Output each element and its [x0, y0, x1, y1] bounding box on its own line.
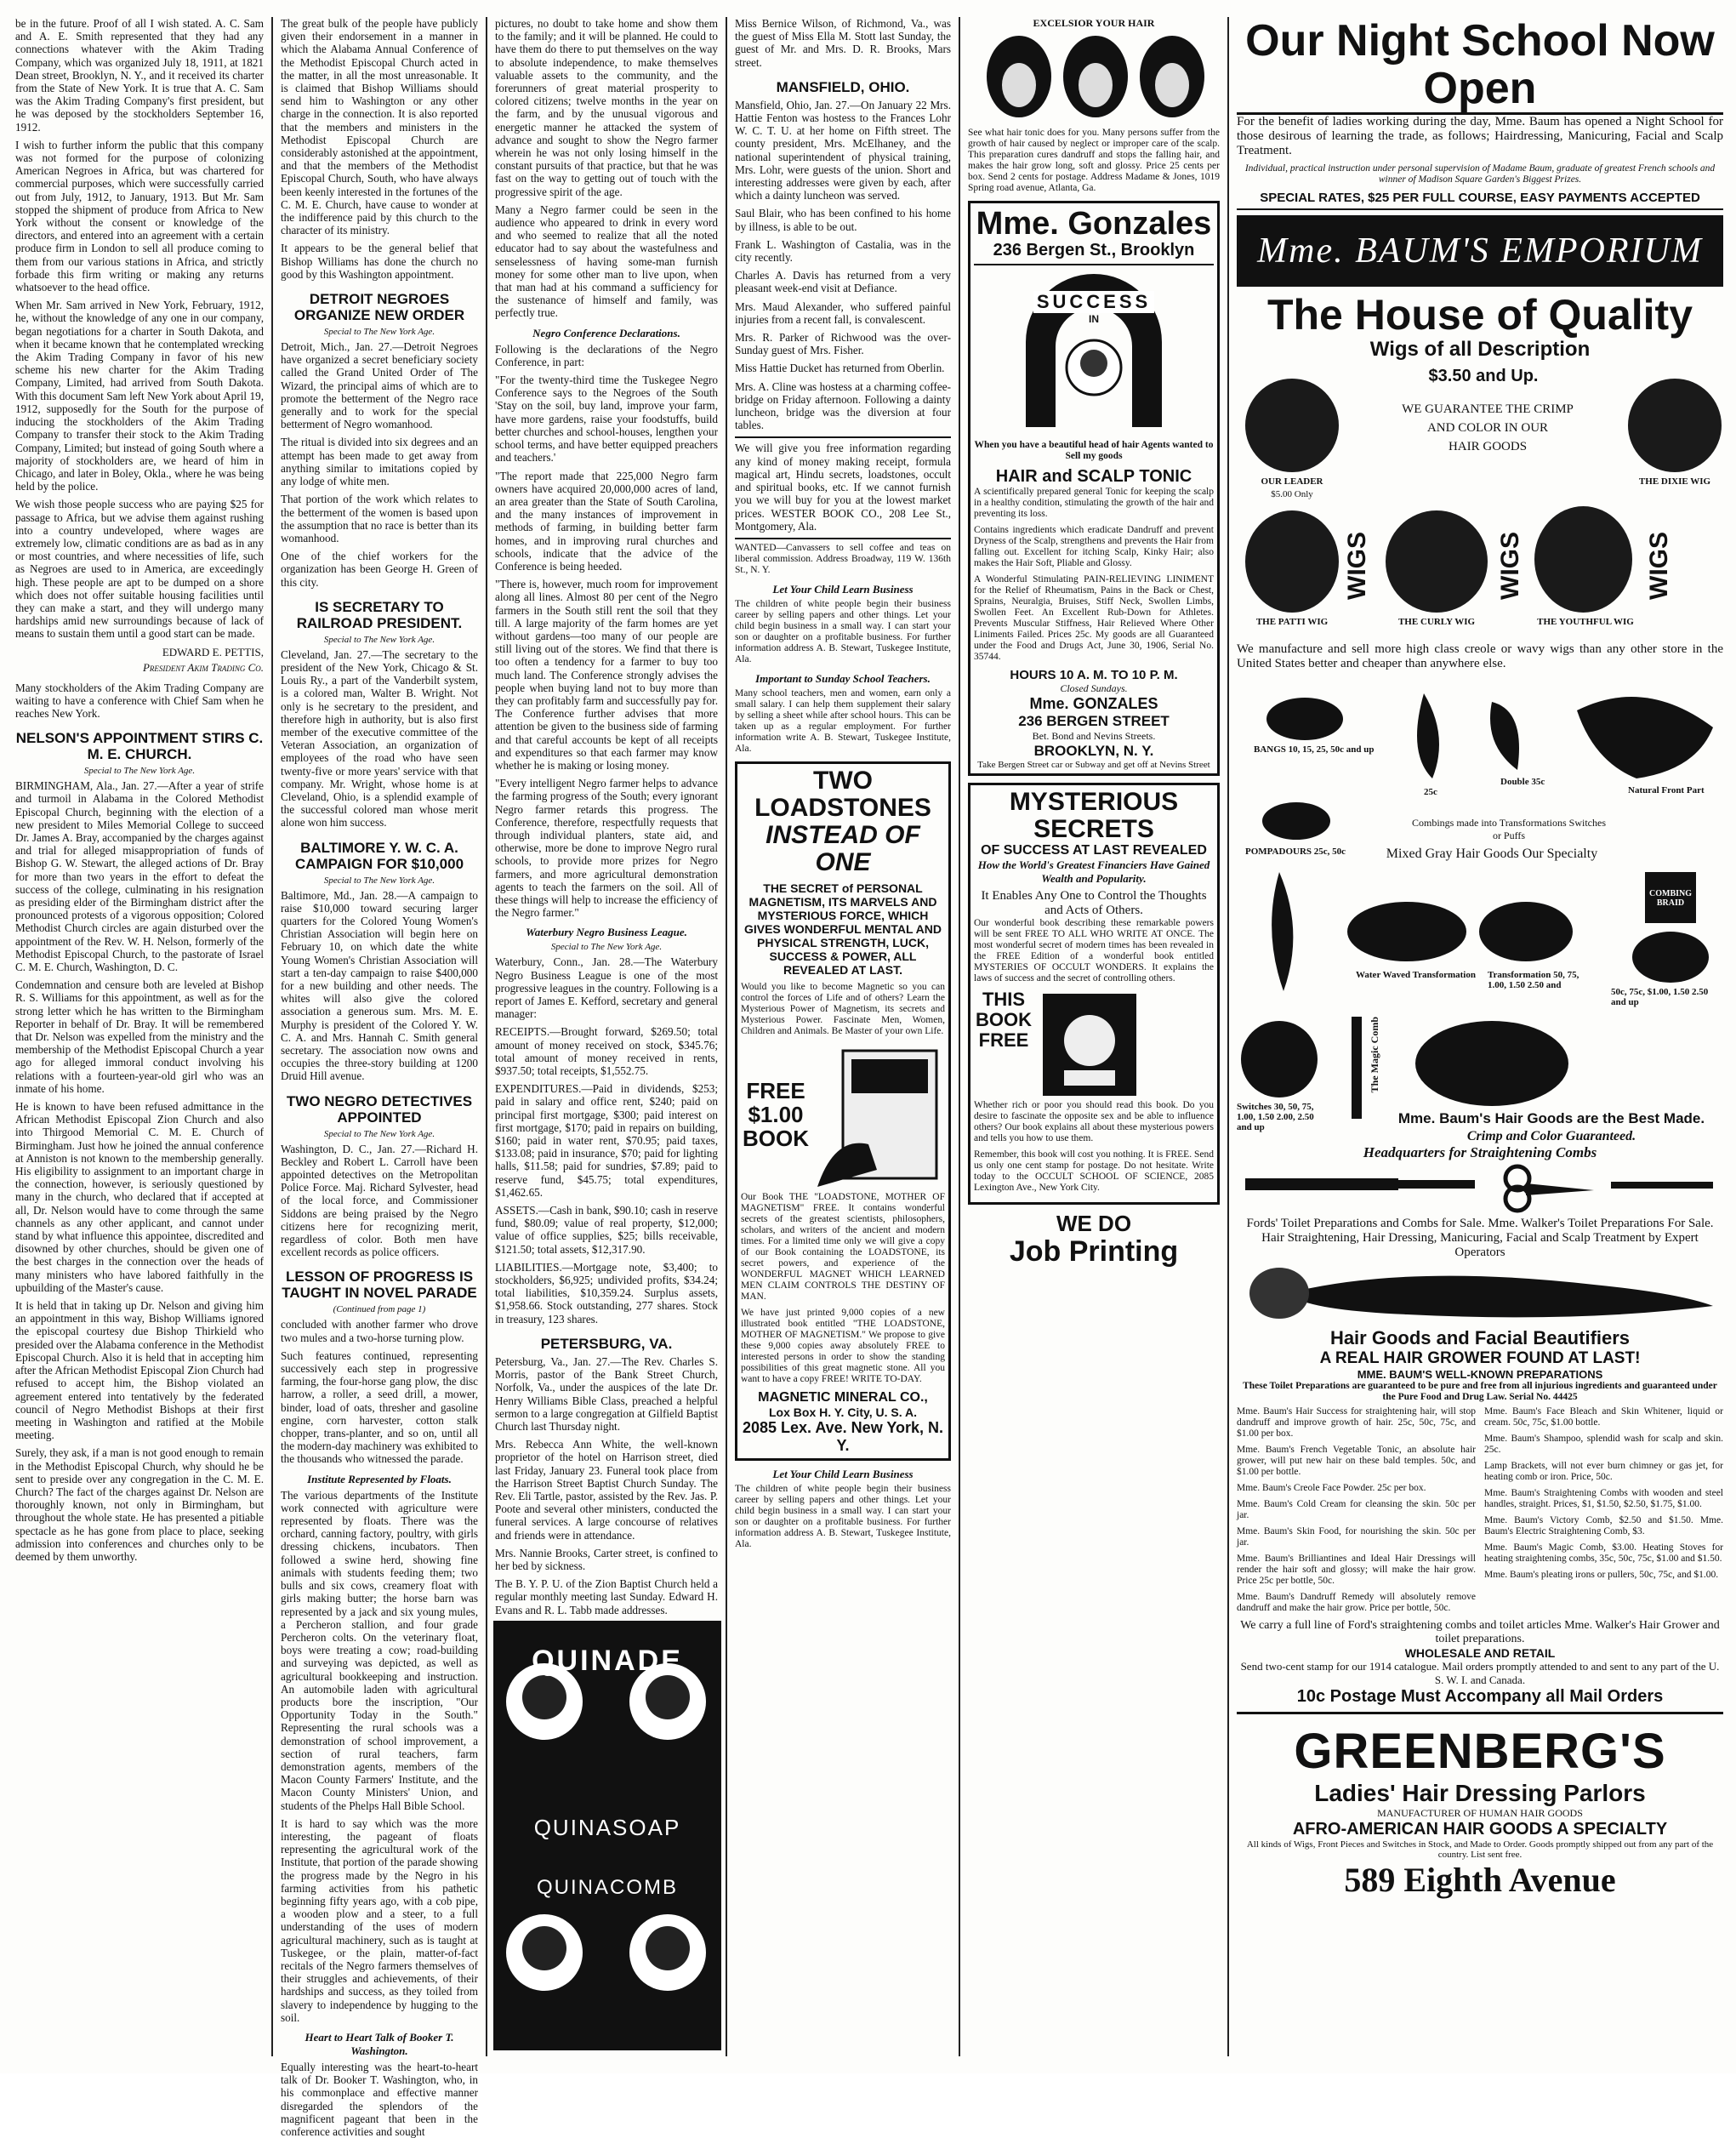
book-free-label: THIS BOOK FREE	[976, 989, 1032, 1051]
in-label: IN	[1089, 313, 1099, 325]
transformations-showcase	[1237, 864, 1723, 1144]
wig-caption: THE DIXIE WIG	[1638, 476, 1711, 487]
column-rule	[271, 17, 273, 2056]
wigs-subtitle: Wigs of all Description	[1369, 338, 1591, 361]
article-text: Cleveland, Jan. 27.—The secretary to the president of the New York, Chicago & St. Louis Ry., a part of the Vanderbilt system, is a colored man, Walter B. Wright. Not only is he secretary to the president, and therefore high in authority, but is also first member of the executive committee of the Veteran Association, an organization of employees of the road who have seen twenty-five or more years' service with that company. Mr. Wright, whose home is at Cleveland, Ohio, is a splendid example of the successful colored man whose merit alone won him success.	[281, 647, 478, 830]
article-text: One of the chief workers for the organization has been George H. Green of this city.	[281, 550, 478, 589]
rates-label: SPECIAL RATES, $25 PER FULL COURSE, EASY PAYMENTS ACCEPTED	[1237, 191, 1723, 210]
classified-ad: The children of white people begin their business career by selling papers and other things. Let your child begin business in a small way. I can start your son or daughter on a profitable business. For further information address A. B. Stewart, Tuskegee Institute, Ala.	[735, 1483, 951, 1549]
transformation-caption: Transformation 50, 75, 1.00, 1.50 2.50 and	[1488, 970, 1579, 990]
loadstone-address: 2085 Lex. Ave. New York, N. Y.	[742, 1418, 944, 1454]
dateline: Special to The New York Age.	[323, 327, 435, 338]
wig-icon	[1534, 506, 1632, 613]
article-text: Detroit, Mich., Jan. 27.—Detroit Negroes have organized a secret beneficiary society called the Grand United Order of The Wizard, the principal aims of which are to promote the betterment of the Negro race generally and to work for the special betterment of Negro womanhood.	[281, 340, 478, 431]
greenberg-subtitle: Ladies' Hair Dressing Parlors	[1314, 1780, 1646, 1806]
hair-portraits-illustration	[968, 30, 1220, 123]
article-text: Washington, D. C., Jan. 27.—Richard H. Beckley and Robert L. Carroll have been appointed detectives on the Metropolitan Police Force. Maj. Richard Sylvester, head of the local force, and Commissioner Siddons are being praised by the Negro citizens here for recognizing merit, regardless of color. Both men have excellent records as police officers.	[281, 1142, 478, 1259]
article-text: Such features continued, representing successively each step in progressive farming, the four-horse gang plow, the disc harrow, a roller, a seed drill, a mower, binder, load of oats, thresher and gasoline engine, corn harvester, cotton stalk chopper, trans-planter, and so on, until all the modern-day machinery was exhibited to the thousands who witnessed the parade.	[281, 1348, 478, 1466]
preparation-item: Mme. Baum's pleating irons or pullers, 50c, 75c, and $1.00.	[1484, 1570, 1719, 1580]
job-printing-label: Job Printing	[1009, 1235, 1179, 1268]
preparations-title: MME. BAUM'S WELL-KNOWN PREPARATIONS	[1357, 1368, 1603, 1381]
magic-comb-label: The Magic Comb	[1369, 1017, 1380, 1093]
preparation-item: Mme. Baum's Straightening Combs with wooden and steel handles, straight. Prices, $1, $1.50, $2.50, $1.75, $1.00.	[1484, 1488, 1723, 1509]
wig-caption: THE CURLY WIG	[1397, 617, 1476, 627]
article-text: I wish to further inform the public that this company was not formed for the purpose of colonizing American Negroes in Africa, but was chartered for commercial purposes, which were successfully carried out from July, 1912, to January, 1913. But Mr. Sam stopped the shipment of produce from Africa to New York without the consent or knowledge of the directors, and entered into an agreement with a certain produce firm in London to sell all produce coming to them from our various stations in Africa, and strictly forbade this firm writing or making any returns whatsoever to the head office.	[15, 138, 264, 294]
article-text: Surely, they ask, if a man is not good enough to remain in the Methodist Episcopal Church, why should he be sent to preside over any congregation in the C. M. E. Church? The fact of the charges against Dr. Nelson are thoroughly known, not only in Birmingham, but throughout the whole state. He has presented a pitiable spectacle as he has gone from place to place, seeking admission into conferences and churches only to be deemed by them unworthy.	[15, 1446, 264, 1563]
article-text: The various departments of the Institute work connected with agriculture were represented by floats. There was the orchard, canning factory, poultry, with girls dressing chickens, incubators. Then followed a swine herd, showing fine animals with students feeding them; two bulls and six cows, creamery float with girls making butter; the horse barn was represented by a jack and six young mules, a Percheron stallion, and four grade Percheron colts. On the veterinary float, boys were treating a cow; road-building and surveying was depicted, as well as agricultural bookkeeping and instruction. An automobile laden with agricultural products bore the inscription, "Our Opportunity Today in the South." Representing the rural schools was a demonstration of school improvement, a section of rural teachers, farm demonstration agents, members of the Macon County Farmers' Institute, and the Macon County Ministers' Union, and students of the Phelps Hall Bible School.	[281, 1488, 478, 1812]
article-text: Many a Negro farmer could be seen in the audience who appeared to drink in every word and who seemed to realize that all the noted educator had to say about the wastefulness and senselessness of having some-man furnish money for some other man to live upon, when that man had at his command a sufficiency for the sustenance of himself and family, was perfectly true.	[495, 202, 718, 320]
gonzales-between: Bet. Bond and Nevins Streets.	[1032, 730, 1156, 742]
column-2	[274, 17, 485, 2138]
article-text: Mrs. Maud Alexander, who suffered painful injuries from a recent fall, is convalescent.	[735, 299, 951, 326]
greenberg-specialty: AFRO-AMERICAN HAIR GOODS A SPECIALTY	[1292, 1820, 1668, 1839]
signature-title: President Akim Trading Co.	[142, 660, 264, 674]
preparation-item: Mme. Baum's Skin Food, for nourishing the skin. 50c per jar.	[1237, 1526, 1476, 1548]
gonzales-name: Mme. GONZALES	[1029, 695, 1158, 712]
face-icon	[522, 1675, 566, 1719]
column-5	[961, 17, 1227, 2056]
preparation-item: Mme. Baum's Hair Success for straightening hair, will stop dandruff and improve growth of hair. 25c, 50c, 75c, and $1.00 per box.	[1237, 1406, 1476, 1439]
article-text: Miss Bernice Wilson, of Richmond, Va., was the guest of Miss Ella M. Stott last Sunday, the guest of Mr. and Mrs. D. R. Brooks, Mars street.	[735, 17, 951, 69]
ad-text: Our wonderful book describing these remarkable powers will be sent FREE TO ALL WHO WRITE AT ONCE. The most wonderful secret of modern times has been revealed in the FREE Edition of a wonderful book entitled MYSTERIES OF OCCULT WONDERS. It explains the laws of success and the secret of controlling others.	[974, 918, 1214, 983]
success-label: SUCCESS	[1033, 291, 1154, 313]
ad-text: We manufacture and sell more high class creole or wavy wigs than any other store in the United States better and cheaper than anywhere else.	[1237, 642, 1723, 670]
gonzales-street: 236 BERGEN STREET	[1018, 713, 1170, 729]
fords-text: Fords' Toilet Preparations and Combs for Sale. Mme. Walker's Toilet Preparations For Sale.	[1246, 1217, 1714, 1230]
gonzales-ad	[968, 201, 1220, 776]
wig-icon	[1386, 510, 1488, 613]
headline-parade: LESSON OF PROGRESS IS TAUGHT IN NOVEL PARADE	[282, 1269, 477, 1302]
free-book-row	[741, 1042, 945, 1187]
wig-icon	[1628, 379, 1722, 472]
dateline: Special to The New York Age.	[323, 634, 435, 645]
article-text: Mrs. R. Parker of Richwood was the over-Sunday guest of Mrs. Fisher.	[735, 331, 951, 357]
article-text: concluded with another farmer who drove two mules and a two-horse turning plow.	[281, 1318, 478, 1344]
column-4	[728, 17, 958, 2056]
preparations-right	[1484, 1406, 1723, 1619]
article-text: "The report made that 225,000 Negro farm owners have acquired 20,000,000 acres of land, an area greater than the State of South Carolina, and the many instances of improvement in methods of farming, in building better farm homes, and in improving rural churches and schools, indicate that the advice of the Conference is being heeded.	[495, 469, 718, 573]
straightening-text: Hair Straightening, Hair Dressing, Manicuring, Facial and Scalp Treatment by Expert Operators	[1261, 1231, 1699, 1259]
guarantee-line: WE GUARANTEE THE CRIMP	[1402, 402, 1574, 416]
guarantee-line: HAIR GOODS	[1448, 440, 1528, 453]
mysterious-secrets-ad	[968, 783, 1220, 1205]
wigs-showcase	[1237, 362, 1723, 642]
prices-caption: 50c, 75c, $1.00, 1.50 2.50 and up	[1611, 987, 1709, 1007]
article-text: Petersburg, Va., Jan. 27.—The Rev. Charles S. Morris, pastor of the Bank Street Church, Norfolk, Va., under the auspices of the late Dr. Henry Williams Bible Class, preached a helpful sermon to a large congregation at Gilfield Baptist Church last Thursday night.	[495, 1354, 718, 1433]
natural-caption: Natural Front Part	[1628, 785, 1705, 795]
quinasoap-label: QUINASOAP	[533, 1815, 681, 1840]
wig-price: $5.00 Only	[1271, 489, 1313, 499]
bangs-caption: BANGS 10, 15, 25, 50c and up	[1254, 744, 1375, 755]
wigs-vertical-label: WIGS	[1645, 532, 1673, 600]
loadstone-tagline: THE SECRET of PERSONAL MAGNETISM, ITS MARVELS AND MYSTERIOUS FORCE, WHICH GIVES WONDERFUL MENTAL AND PHYSICAL STRENGTH, LUCK, SUCCESS & POWER, ALL REVEALED AT LAST.	[743, 881, 942, 977]
loadstone-address: Lox Box H. Y. City, U. S. A.	[769, 1405, 917, 1419]
night-school-title: Our Night School Now Open	[1237, 17, 1723, 115]
preparation-item: Mme. Baum's Brilliantines and Ideal Hair Dressings will render the hair soft and glossy; will make the hair grow. Price 25c per bottle, 50c.	[1237, 1554, 1476, 1586]
ad-text: For the benefit of ladies working during the day, Mme. Baum has opened a Night School for those desirous of learning the trade, as follows; Hairdressing, Manicuring, Facial and Scalp Treatment.	[1237, 115, 1723, 157]
ad-heading: EXCELSIOR YOUR HAIR	[1033, 17, 1155, 29]
dateline: Special to The New York Age.	[550, 942, 663, 953]
article-text: Mrs. Rebecca Ann White, the well-known proprietor of the hotel on Harrison street, died last Friday, January 23. Funeral took place from the Harrison Street Baptist Church Sunday. The Rev. Eli Tartle, pastor, assisted by the Rev. Jas. P. Poote and several other ministers, conducted the funeral services. A large concourse of relatives and friends were in attendance.	[495, 1438, 718, 1542]
gray-specialty: Mixed Gray Hair Goods Our Specialty	[1386, 847, 1598, 861]
loadstone-copy: Would you like to become Magnetic so you can control the forces of Life and of others? Learn the Mysterious Power of Magnetism, its secrets and Mysterious Power. Fascinate Men, Women, Children and Animals. Be Master of your own Life.	[741, 981, 945, 1036]
double-caption: Double 35c	[1500, 777, 1545, 787]
wig-caption: THE PATTI WIG	[1255, 617, 1329, 627]
ad-heading: Let Your Child Learn Business	[772, 1467, 914, 1480]
article-text: The great bulk of the people have publicly given their endorsement in a manner in which the Alabama Annual Conference of the Methodist Episcopal Church acted in the matter, in all the most unreasonable. It is claimed that Bishop Williams should send him to Washington or any other charge in the connection. It is also reported that the members and ministers in the Methodist Episcopal Church are considerably astonished at the appointment, and that the members of the Methodist Episcopal Church, South, who have always been keenly interested in the fortunes of the C. M. E. Church, have cause to wonder at the indifference paid by this church to the character of its ministry.	[281, 17, 478, 237]
article-text: "There is, however, much room for improvement along all lines. Almost 80 per cent of the Negro farmers in the South still rent the soil that they till. A large majority of the farm homes are yet without gardens—too many of our people are still living out of the stores. We find that there is too often a tendency for a farmer to buy too much land. The Conference strongly advises the people when buying land not to buy more than they can profitably farm and successfully pay for. The Conference further advises that more attention be given to the business side of farming and that careful accounts be kept of all receipts and expenditures so that each farmer may know whether he is making or losing money.	[495, 578, 718, 772]
article-text: It appears to be the general belief that Bishop Williams has done the church no good by this Washington appointment.	[281, 242, 478, 281]
myst-tagline: How the World's Greatest Financiers Have Gained Wealth and Popularity.	[977, 858, 1210, 885]
ad-text: A scientifically prepared general Tonic for keeping the scalp in a healthy condition, stimulating the growth of the hair and preventing its loss.	[974, 487, 1214, 519]
article-text: Baltimore, Md., Jan. 28.—A campaign to raise $10,000 toward securing larger quarters for the Colored Young Women's Christian Association will begin here on February 10, on which date the white Young Women's Christian Association will start a ten-day campaign to raise $400,000 for a new building and other needs. The whites will also give the colored association a generous sum. Mrs. M. E. Murphy is president of the Colored Y. W. C. A. and Mrs. Hannah C. Smith general secretary. The association now owns and occupies the three-story building at 1200 Druid Hill avenue.	[281, 888, 478, 1083]
headline-baltimore: BALTIMORE Y. W. C. A. CAMPAIGN FOR $10,000	[294, 839, 464, 872]
ad-heading: Important to Sunday School Teachers.	[755, 671, 931, 685]
gonzales-address: 236 Bergen St., Brooklyn	[974, 241, 1214, 265]
loadstone-copy: Our Book THE "LOADSTONE, MOTHER OF MAGNETISM" FREE. It contains wonderful secrets of the greatest scientists, philosophers, scholars, and writers of the ancient and modern times. For a limited time only we will give a copy of our Book containing the LOADSTONE, its secret powers, and experience of the WONDERFUL MAGNET WHICH LEARNED MEN CLAIM CONTROLS THE DESTINY OF MAN.	[741, 1191, 945, 1302]
article-text: When Mr. Sam arrived in New York, February, 1912, he, without the knowledge of any one in our company, began negotiations for a charter in South Dakota, and when it became known that he contemplated wrecking the Akim Trading Company in favor of his new scheme his new charter for the Akim Trading Company, Limited, had arrived from South Dakota. With this document Sam left New York about April 19, 1912, supposedly for the South for the purpose of inducing the stockholders of the Akim Trading Company to transfer their stock to the Akim Trading Company, Limited; but instead of going South where a majority of stockholders are, we heard of him in Chicago, and later in Boley, Okla., where he was being held by the police.	[15, 299, 264, 493]
greenberg-address: 589 Eighth Avenue	[1344, 1861, 1616, 1899]
subheading: Institute Represented by Floats.	[307, 1472, 452, 1485]
article-text: It is hard to say which was the more interesting, the pageant of floats representing the agricultural work of the Institute, that portion of the parade showing the progress made by the Negro in his farming activities from his pathetic beginning fifty years ago, with a cob pipe, a wooden plow and a steer, to a full understanding of the uses of modern agricultural machinery, such as is taught at Tuskegee, or the plain, matter-of-fact recitals of the Negro farmers themselves of their struggles and achievements, of their hardships and success, as they toiled from slavery to independence by hugging to the soil.	[281, 1816, 478, 2024]
face-icon	[646, 1926, 690, 1970]
facial-beautifiers-title: Hair Goods and Facial Beautifiers	[1329, 1327, 1631, 1348]
preparation-item: Mme. Baum's Shampoo, splendid wash for scalp and skin. 25c.	[1484, 1434, 1723, 1455]
article-text: pictures, no doubt to take home and show them to the family; and it will be planned. He could to have them do there to put themselves on the way to absolute independence, to make themselves valuable assets to the community, and the forerunners of great material prosperity to colored citizens; twelve months in the year on the farm, and by the unusual vigorous and energetic manner he attacked the system of advance and sought to show the Negro farmer wherein he was not only losing himself in the constant pursuits of that practice, but that he was fast on the way to getting out of touch with the progressive spirit of the age.	[495, 17, 718, 198]
ad-text: Individual, practical instruction under personal supervision of Madame Baum, graduate of greatest French schools and winner of Madison Square Garden's Biggest Prizes.	[1244, 163, 1716, 185]
wig-icon	[1245, 510, 1339, 613]
preparation-item: Lamp Brackets, will not ever burn chimney or gas jet, for heating comb or iron. Price, 50c.	[1484, 1461, 1723, 1482]
house-of-quality-title: The House of Quality	[1266, 291, 1693, 339]
article-text: It is held that in taking up Dr. Nelson and giving him an appointment in this way, Bishop Williams ignored the episcopal courtesy due Bishop Thirkield who presided over the Alabama conference in the Methodist Episcopal Church. Also it is held that in accepting him after the African Methodist Episcopal Zion Church had refused to accept him, the Bishop violated an agreement entered into tentatively by the federated council of Negro Methodist Bishops at their first meeting in Washington and ratified at the Mobile meeting.	[15, 1299, 264, 1442]
loadstone-address: MAGNETIC MINERAL CO.,	[758, 1389, 928, 1405]
article-text: He is known to have been refused admittance in the African Methodist Episcopal Zion Church and also into Thirgood Memorial C. M. E. Church of Birmingham. Just how he joined the annual conference at Anniston is not known to the membership generally. His eligibility to assignment to an important charge in the connection, however, is seriously questioned by many in the church, who declared that if accepted at all, Dr. Nelson would have to come through the same channels as any other applicant, and cannot under stand by what influence this appointee, discredited and disowned by other churches, should be given one of the best charges in the connection over the heads of many ministers who have labored faithfully in the upbuilding of the Master's cause.	[15, 1100, 264, 1294]
headline-detectives: TWO NEGRO DETECTIVES APPOINTED	[286, 1092, 473, 1126]
ad-text: A Wonderful Stimulating PAIN-RELIEVING LINIMENT for the Relief of Rheumatism, Pains in the Back or Chest, Sprains, Neuralgia, Bruises, Stiff Neck, Swollen Limbs, Swollen Feet. An Excellent Rub-Down for Athletes. Prevents Muscular Stiffness, Hair Relieved Where Other Liniments Failed. Prices 25c. My goods are all Guaranteed under the Food and Drugs Act, June 30, 1906, Serial No. 35744.	[974, 574, 1214, 662]
braid-caption: COMBING BRAID	[1649, 889, 1692, 908]
greenberg-stock-note: All kinds of Wigs, Front Pieces and Switches in Stock, and Made to Order. Goods promptly shipped out from any part of the country. List sent free.	[1246, 1839, 1714, 1860]
article-text: Equally interesting was the heart-to-heart talk of Dr. Booker T. Washington, who, in his commonplace and effective manner disregarded the splendors of the magnificent pageant that been in the conference activities and sought	[281, 2061, 478, 2138]
quinade-ad	[493, 1621, 721, 2050]
article-text: That portion of the work which relates to the betterment of the women is based upon the assumption that no race is better than its womanhood.	[281, 493, 478, 544]
classified-ad: Many school teachers, men and women, earn only a small salary. I can help them supplement their salary by selling a sheet while after school hours. This can be taken up as a regular employment. For further information write A. B. Stewart, Tuskegee Institute, Ala.	[735, 687, 951, 754]
article-text: "Every intelligent Negro farmer helps to advance the farming progress of the South; every ignorant Negro farmer retards this progress. The Conference, therefore, respectfully requests that through individual planters, state aid, and otherwise, more be done to improve Negro rural schools, to provide more prizes for Negro farmers, and more agricultural demonstration agents to teach the farmers on the soil. All of these things will help to increase the efficiency of the Negro farmer."	[495, 777, 718, 920]
myst-title: MYSTERIOUS SECRETS	[1009, 788, 1179, 843]
best-made-label: Mme. Baum's Hair Goods are the Best Made.	[1397, 1110, 1705, 1126]
crimp-guaranteed-label: Crimp and Color Guaranteed.	[1466, 1129, 1636, 1143]
price-caption: 25c	[1424, 787, 1437, 797]
hair-grower-illustration	[1237, 1263, 1722, 1323]
classified-ad: We will give you free information regarding any kind of money making receipt, formula magical art, Hindu secrets, loadstones, occult and spiritual books, etc. If we cannot furnish you we will buy for you at the lowest market prices. WESTER BOOK CO., 208 Lee St., Montgomery, Ala.	[735, 436, 951, 532]
gonzales-directions: Take Bergen Street car or Subway and get off at Nevins Street	[977, 760, 1210, 770]
preparation-item: Mme. Baum's Cold Cream for cleansing the skin. 50c per jar.	[1237, 1499, 1476, 1520]
postage-label: 10c Postage Must Accompany all Mail Orders	[1237, 1687, 1723, 1714]
headline-waterbury: Waterbury Negro Business League.	[526, 926, 687, 939]
gonzales-title: Mme. Gonzales	[976, 206, 1212, 242]
wigs-vertical-label: WIGS	[1496, 532, 1524, 600]
quinade-title: QUINADE	[532, 1645, 683, 1677]
combings-caption: Combings made into Transformations Switches or Puffs	[1412, 817, 1606, 841]
column-1	[9, 17, 270, 2056]
preparation-item: Mme. Baum's Magic Comb, $3.00. Heating Stoves for heating straightening combs, 35c, 50c, 75c, $1.00 and $1.50.	[1484, 1542, 1723, 1564]
article-text: LIABILITIES.—Mortgage note, $3,400; to stockholders, $6,925; undivided profits, $34.24; total liabilities, $10,359.24. Surplus assets, $1,958.66. Stock outstanding, 277 shares. Stock in treasury, 123 shares.	[495, 1260, 718, 1326]
column-rule	[486, 17, 487, 2056]
quinacomb-label: QUINACOMB	[536, 1876, 678, 1899]
subheading: Negro Conference Declarations.	[532, 326, 680, 339]
we-do-label: WE DO	[1056, 1211, 1132, 1236]
subheading: Heart to Heart Talk of Booker T. Washington.	[305, 2031, 454, 2057]
face-icon	[522, 1926, 566, 1970]
article-text: Waterbury, Conn., Jan. 28.—The Waterbury Negro Business League is one of the most progressive leagues in the country. Following is a report of James E. Kefford, secretary and general manager:	[495, 955, 718, 1021]
article-text: Many stockholders of the Akim Trading Company are waiting to have a conference with Chief Sam when he reaches New York.	[15, 681, 264, 720]
preparation-item: Mme. Baum's Face Bleach and Skin Whitener, liquid or cream. 50c, 75c, $1.00 bottle.	[1484, 1406, 1723, 1428]
article-text: The B. Y. P. U. of the Zion Baptist Church held a regular monthly meeting last Sunday. Edward H. Evans and R. L. Tabb made addresses.	[495, 1577, 718, 1616]
face-icon	[646, 1675, 690, 1719]
classified-ad: The children of white people begin their business career by selling papers and other things. Let your child begin business in a small way. I can start your son or daughter on a profitable business. For further information address A. B. Stewart, Tuskegee Institute, Ala.	[735, 598, 951, 664]
occult-book-icon	[1039, 989, 1141, 1100]
preparations-left	[1237, 1406, 1476, 1619]
column-rule	[1227, 17, 1229, 2056]
wig-icon	[1245, 379, 1339, 472]
full-line-text: We carry a full line of Ford's straightening combs and toilet articles Mme. Walker's Hair Grower and toilet preparations.	[1240, 1619, 1720, 1645]
preparation-item: Mme. Baum's French Vegetable Tonic, an absolute hair grower, will put new hair on these bald temples. 50c, and $1.00 per bottle.	[1237, 1445, 1476, 1477]
classified-ad: WANTED—Canvassers to sell coffee and teas on liberal commission. Address Broadway, 119 W. 136th St., N. Y.	[735, 538, 951, 576]
wigs-vertical-label: WIGS	[1343, 532, 1371, 600]
ad-text: Contains ingredients which eradicate Dandruff and prevent Dryness of the Scalp, strengthens and prevents the Hair from falling out. Excellent for itching Scalp, Kinky Hair; also makes the Hair Soft, Pliable and Glossy.	[974, 525, 1214, 568]
article-text: BIRMINGHAM, Ala., Jan. 27.—After a year of strife and turmoil in Alabama in the Colored Methodist Episcopal Church, beginning with the election of a new president to Miles Memorial College to succeed Dr. James A. Bray, accompanied by the charges against and trial for alleged misappropriation of funds of Bishop G. W. Stewart, the alleged actions of Dr. Bray for more than two years in the effort to defeat the success of the college, culminating in his resignation as presiding elder of the Birmingham district after the pronounced protests of a vigorous opposition; Colored Methodist Church circles are again disturbed over the appointment of the Rev. W. H. Nelson, formerly of the Methodist Episcopal Church, to the pastorate of Israel C. M. E. Church, Washington, D. C.	[15, 779, 264, 973]
preparations-list	[1237, 1406, 1723, 1619]
ad-heading: Let Your Child Learn Business	[772, 582, 914, 596]
myst-book-row	[974, 989, 1214, 1100]
dateline: Special to The New York Age.	[323, 1128, 435, 1139]
column-rule	[959, 17, 960, 2056]
switches-caption: Switches 30, 50, 75, 1.00, 1.50 2.00, 2.50 and up	[1237, 1102, 1314, 1132]
signature-name: EDWARD E. PETTIS,	[162, 645, 264, 659]
article-text: Miss Hattie Ducket has returned from Oberlin.	[735, 362, 945, 375]
article-text: Condemnation and censure both are leveled at Bishop R. S. Williams for this appointment, as well as for the strong letter which he has written to the Birmingham Reporter in behalf of Dr. Bray. It will be remembered that Dr. Nelson was expelled from the ministry and the membership of the Methodist Episcopal Church a year ago for alleged immoral conduct involving his relations with a fourteen-year-old girl who was an inmate of his home.	[15, 978, 264, 1095]
article-text: EXPENDITURES.—Paid in dividends, $253; paid in salary and office rent, $240; paid on principal first mortgage, $300; paid interest on first mortgage, $170; paid in repairs on building, $160; paid in water rent, $70.95; paid taxes, $133.08; paid in insurance, $70; paid for lighting halls, $11.58; paid for sundries, $7.89; paid to reserve fund, $45.75; total expenditures, $1,462.65.	[495, 1082, 718, 1199]
article-text: Charles A. Davis has returned from a very pleasant week-end visit at Defiance.	[735, 269, 951, 295]
wig-caption: THE YOUTHFUL WIG	[1537, 617, 1634, 627]
article-text: "For the twenty-third time the Tuskegee Negro Conference says to the Negroes of the South 'Stay on the soil, buy land, improve your farm, have more gardens, raise your foodstuffs, build better churches and school-houses, lengthen your school terms, and have better equipped preachers and teachers.'	[495, 373, 718, 465]
myst-subtitle: OF SUCCESS AT LAST REVEALED	[981, 843, 1207, 858]
dateline: Special to The New York Age.	[323, 875, 435, 886]
ad-text: Remember, this book will cost you nothing. It is FREE. Send us only one cent stamp for postage. Do not hesitate. Write today to the OCCULT SCHOOL OF SCIENCE, 2085 Lexington Ave., New York City.	[974, 1149, 1214, 1193]
article-text: Mrs. A. Cline was hostess at a charming coffee-bridge on Friday afternoon. Following a dainty luncheon, bridge was the diversion at four tables.	[735, 379, 951, 432]
loadstone-title: TWO LOADSTONES	[754, 766, 931, 822]
loadstone-subtitle: INSTEAD OF ONE	[766, 820, 920, 876]
dateline: Special to The New York Age.	[83, 766, 196, 777]
continued-note: (Continued from page 1)	[333, 1304, 426, 1315]
preparation-item: Mme. Baum's Victory Comb, $2.50 and $1.50. Mme. Baum's Electric Straightening Comb, $3.	[1484, 1515, 1723, 1537]
article-text: be in the future. Proof of all I wish stated. A. C. Sam and A. E. Smith represented that they had any connections whatever with the Akim Trading Company, which was organized July 18, 1911, at 1821 Dean street, Brooklyn, N. Y., and it received its charter from the State of New York. It is true that A. C. Sam was the Akim Trading Company's first president, but he was deposed by the stockholders September 16, 1912.	[15, 17, 264, 134]
guarantee-text	[1390, 400, 1585, 456]
article-text: The ritual is divided into six degrees and an attempt has been made to get away from anything similar to imitations copied by any lodge of white men.	[281, 436, 478, 488]
water-waved-caption: Water Waved Transformation	[1356, 970, 1476, 980]
price-label: $3.50 and Up.	[1428, 367, 1539, 385]
preparations-note: These Toilet Preparations are guaranteed to be pure and free from all injurious ingredients and guaranteed under the Pure Food and Drug Law. Serial No. 44425	[1243, 1381, 1717, 1402]
article-text: RECEIPTS.—Brought forward, $269.50; total amount of money received on stock, $345.76; total amount of money received in rents, $937.50; total receipts, $1,552.75.	[495, 1025, 718, 1078]
wholesale-label: WHOLESALE AND RETAIL	[1404, 1646, 1556, 1660]
wig-caption: OUR LEADER	[1261, 476, 1323, 487]
hairpieces-showcase	[1237, 676, 1723, 864]
article-text: Mansfield, Ohio, Jan. 27.—On January 22 Mrs. Hattie Fenton was hostess to the Frances Lohr W. C. T. U. at her home on Fifth street. The county president, Mrs. McElhaney, and the national superintendent of physical training, Mrs. Lohr, were guests of the union. Short and interesting addresses were given by each, after which a dainty luncheon was served.	[735, 98, 951, 202]
guarantee-line: AND COLOR IN OUR	[1426, 421, 1549, 435]
headline-detroit: DETROIT NEGROES ORGANIZE NEW ORDER	[293, 291, 465, 324]
free-book-label: FREE $1.00 BOOK	[743, 1077, 809, 1151]
headline-secretary: IS SECRETARY TO RAILROAD PRESIDENT.	[296, 598, 463, 631]
headline-petersburg: PETERSBURG, VA.	[540, 1335, 673, 1352]
closed-label: Closed Sundays.	[1060, 682, 1128, 694]
article-text: Following is the declarations of the Negro Conference, in part:	[495, 342, 718, 368]
pompadour-caption: POMPADOURS 25c, 50c	[1245, 847, 1346, 857]
preparation-item: Mme. Baum's Creole Face Powder. 25c per box.	[1237, 1483, 1426, 1493]
ad-text: See what hair tonic does for you. Many persons suffer from the growth of hair caused by neglect or improper care of the scalp. This preparation cures dandruff and stops the falling hair, and makes the hair grow long, soft and glossy. Price 25 cents per box. Send 2 cents for postage. Address Madame & Jones, 1019 Spring road avenue, Atlanta, Ga.	[968, 128, 1220, 193]
loadstone-ad	[735, 761, 951, 1461]
headline-nelson: NELSON'S APPOINTMENT STIRS C. M. E. CHURCH.	[15, 730, 264, 763]
greenberg-manufacturer: MANUFACTURER OF HUMAN HAIR GOODS	[1377, 1807, 1583, 1819]
tonic-title: HAIR and SCALP TONIC	[995, 467, 1192, 486]
article-text: ASSETS.—Cash in bank, $90.10; cash in reserve fund, $80.09; value of real property, $12,000; value of office supplies, $25; bills receivable, $121.50; total assets, $12,317.90.	[495, 1204, 718, 1256]
myst-tagline: It Enables Any One to Control the Thoughts and Acts of Others.	[981, 889, 1207, 917]
greenberg-title: GREENBERG'S	[1294, 1724, 1666, 1779]
straightening-combs-heading: Headquarters for Straightening Combs	[1363, 1144, 1597, 1160]
book-icon	[817, 1042, 945, 1187]
catalog-text: Send two-cent stamp for our 1914 catalogue. Mail orders promptly attended to and sent to any part of the U. S. W. I. and Canada.	[1240, 1660, 1720, 1686]
hours-label: HOURS 10 A. M. TO 10 P. M.	[1010, 668, 1178, 682]
ad-text: Whether rich or poor you should read this book. Do you desire to fascinate the opposite sex and be able to influence others? Our book explains all about these mysterious powers and tells you how to use them.	[974, 1100, 1214, 1143]
article-text: Mrs. Nannie Brooks, Carter street, is confined to her bed by sickness.	[495, 1546, 718, 1572]
baum-emporium-banner: Mme. BAUM'S EMPORIUM	[1237, 215, 1723, 287]
hair-grower-title: A REAL HAIR GROWER FOUND AT LAST!	[1319, 1349, 1641, 1367]
combs-illustration	[1237, 1161, 1722, 1212]
column-6	[1230, 17, 1730, 2056]
article-text: Saul Blair, who has been confined to his home by illness, is able to be out.	[735, 207, 951, 233]
article-text: Frank L. Washington of Castalia, was in the city recently.	[735, 237, 951, 265]
preparation-item: Mme. Baum's Dandruff Remedy will absolutely remove dandruff and make the hair grow. Price per bottle, 50c.	[1237, 1592, 1476, 1613]
gonzales-city: BROOKLYN, N. Y.	[1033, 743, 1154, 759]
loadstone-copy: We have just printed 9,000 copies of a new illustrated book entitled "THE LOADSTONE, MOTHER OF MAGNETISM." We propose to give these 9,000 copies away absolutely FREE to interested persons in order to show the standing possibilities of this great magnetic stone. All you want to have a copy FREE! WRITE TO-DAY.	[741, 1307, 945, 1384]
ad-text: When you have a beautiful head of hair Agents wanted to Sell my goods	[974, 440, 1214, 461]
article-text: We wish those people success who are paying $25 for passage to Africa, but we advise them against rushing into a country undeveloped, where wages are extremely low, climatic conditions are as bad as in any or most countries, and where necessities of life, such as Negroes are used to in America, are exceedingly high. These people are apt to be dumped on a shore which does not offer suitable housing facilities until they can make a start, and they will undergo many hardships amid new surroundings because of lack of means to sustain them until a good start can be made.	[15, 498, 264, 641]
headline-mansfield: MANSFIELD, OHIO.	[776, 78, 910, 95]
column-rule	[726, 17, 727, 2056]
